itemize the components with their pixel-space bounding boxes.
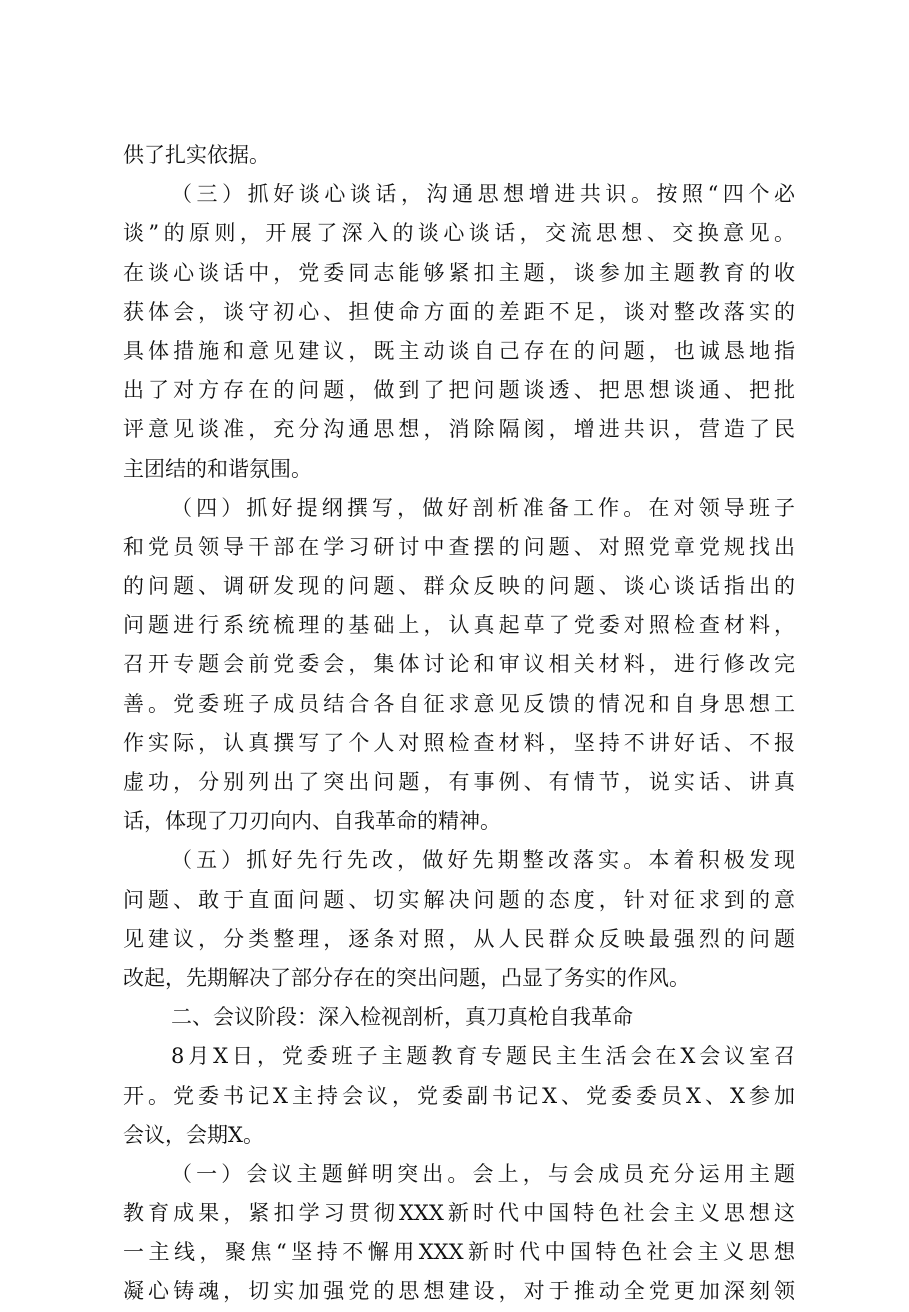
paragraph-line: 主团结的和谐氛围。 bbox=[123, 456, 312, 481]
document-body bbox=[123, 136, 795, 1312]
paragraph-line: 出了对方存在的问题，做到了把问题谈透、把思想谈通、把批 bbox=[123, 378, 795, 403]
paragraph-line: 善。党委班子成员结合各自征求意见反馈的情况和自身思想工 bbox=[123, 691, 795, 716]
paragraph-line: 具体措施和意见建议，既主动谈自己存在的问题，也诚恳地指 bbox=[123, 338, 795, 363]
paragraph-line: 和党员领导干部在学习研讨中查摆的问题、对照党章党规找出 bbox=[123, 534, 795, 559]
paragraph-line: 作实际，认真撰写了个人对照检查材料，坚持不讲好话、不报 bbox=[123, 730, 795, 755]
paragraph-line: 召开专题会前党委会，集体讨论和审议相关材料，进行修改完 bbox=[123, 652, 795, 677]
paragraph-line: 8月X日，党委班子主题教育专题民主生活会在X会议室召 bbox=[171, 1044, 795, 1069]
section-heading: 二、会议阶段：深入检视剖析，真刀真枪自我革命 bbox=[171, 1005, 633, 1030]
paragraph-line: 虚功，分别列出了突出问题，有事例、有情节，说实话、讲真 bbox=[123, 770, 795, 794]
paragraph-line: 会议，会期X。 bbox=[123, 1122, 264, 1147]
paragraph-line: 评意见谈准，充分沟通思想，消除隔阂，增进共识，营造了民 bbox=[123, 417, 795, 442]
paragraph-line: （三）抓好谈心谈话，沟通思想增进共识。按照“四个必 bbox=[171, 182, 795, 207]
paragraph-line: （一）会议主题鲜明突出。会上，与会成员充分运用主题 bbox=[171, 1161, 795, 1186]
paragraph-line: 教育成果，紧扣学习贯彻XXX新时代中国特色社会主义思想这 bbox=[123, 1201, 795, 1226]
paragraph-line: （五）抓好先行先改，做好先期整改落实。本着积极发现 bbox=[171, 848, 795, 873]
paragraph-line: 一主线，聚焦“坚持不懈用XXX新时代中国特色社会主义思想 bbox=[123, 1240, 795, 1265]
paragraph-line: 在谈心谈话中，党委同志能够紧扣主题，谈参加主题教育的收 bbox=[123, 260, 795, 285]
paragraph-line: 供了扎实依据。 bbox=[123, 143, 270, 167]
paragraph-line: 开。党委书记X主持会议，党委副书记X、党委委员X、X参加 bbox=[123, 1083, 795, 1108]
paragraph-line: 话，体现了刀刃向内、自我革命的精神。 bbox=[123, 809, 501, 834]
paragraph-line: 见建议，分类整理，逐条对照，从人民群众反映最强烈的问题 bbox=[123, 926, 795, 951]
paragraph-line: 问题、敢于直面问题、切实解决问题的态度，针对征求到的意 bbox=[123, 887, 795, 912]
paragraph-line: 谈”的原则，开展了深入的谈心谈话，交流思想、交换意见。 bbox=[123, 221, 795, 246]
paragraph-line: 问题进行系统梳理的基础上，认真起草了党委对照检查材料， bbox=[123, 613, 795, 638]
paragraph-line: 的问题、调研发现的问题、群众反映的问题、谈心谈话指出的 bbox=[123, 574, 795, 599]
paragraph-line: 获体会，谈守初心、担使命方面的差距不足，谈对整改落实的 bbox=[123, 299, 795, 324]
paragraph-line: 改起，先期解决了部分存在的突出问题，凸显了务实的作风。 bbox=[123, 965, 690, 990]
paragraph-line: （四）抓好提纲撰写，做好剖析准备工作。在对领导班子 bbox=[171, 495, 795, 520]
paragraph-line: 凝心铸魂，切实加强党的思想建设，对于推动全党更加深刻领 bbox=[123, 1279, 795, 1304]
